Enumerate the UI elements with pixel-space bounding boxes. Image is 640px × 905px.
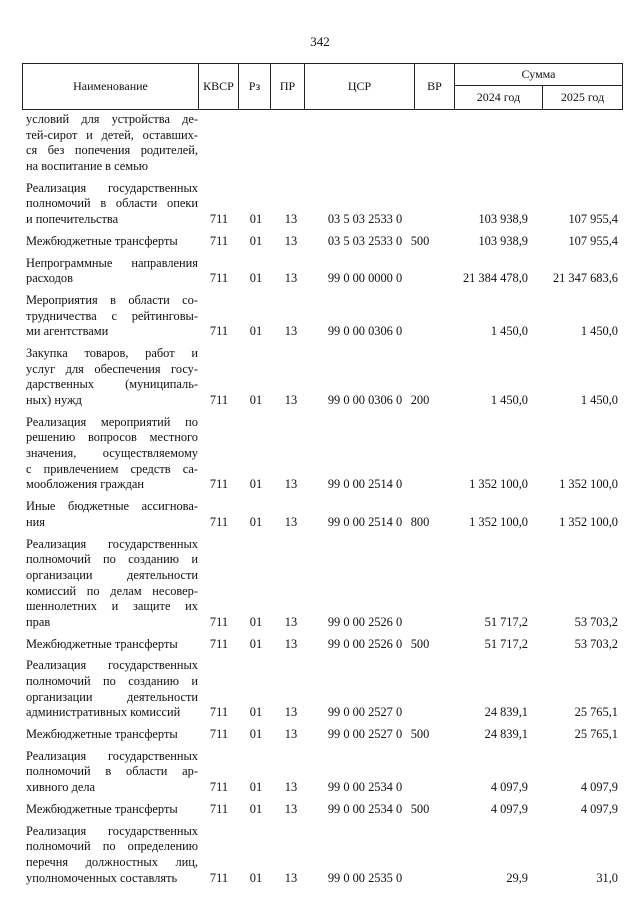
- header-pr: ПР: [271, 64, 305, 110]
- cell-sum-2025: 1 450,0: [580, 324, 618, 339]
- row-name-line: ных) нужд: [26, 393, 82, 407]
- table-row: [22, 637, 622, 653]
- row-name-line: с привлечением средств са-: [26, 461, 198, 476]
- table-row: [22, 256, 622, 287]
- cell-kvsr: 711: [209, 324, 229, 339]
- row-name-line: полномочий по определению: [26, 839, 198, 854]
- cell-csr: 99 0 00 2527 0: [327, 705, 403, 720]
- row-name-line: услуг для обеспечения госу-: [26, 361, 198, 376]
- row-name-line: Межбюджетные трансферты: [26, 636, 178, 651]
- header-year-2025: 2025 год: [543, 86, 623, 110]
- row-values: [22, 780, 622, 796]
- cell-kvsr: 711: [209, 870, 229, 885]
- cell-kvsr: 711: [209, 614, 229, 629]
- row-values: [22, 212, 622, 228]
- row-name-line: Межбюджетные трансферты: [26, 801, 178, 816]
- cell-pr: 13: [284, 614, 298, 629]
- cell-csr: 99 0 00 2535 0: [327, 870, 403, 885]
- row-name-line: расходов: [26, 271, 73, 286]
- row-name-line: организации деятельности: [26, 689, 198, 704]
- cell-csr: 03 5 03 2533 0: [327, 233, 403, 248]
- cell-rz: 01: [249, 233, 263, 248]
- cell-rz: 01: [249, 614, 263, 629]
- cell-pr: 13: [284, 393, 298, 407]
- table-row: [22, 293, 622, 340]
- cell-pr: 13: [284, 870, 298, 885]
- cell-sum-2024: 51 717,2: [484, 614, 528, 629]
- row-name-line: Реализация государственных: [26, 823, 198, 838]
- cell-csr: 99 0 00 0000 0: [327, 271, 403, 286]
- cell-kvsr: 711: [209, 393, 229, 407]
- row-name-line: комиссий по делам несовер-: [26, 583, 198, 598]
- cell-rz: 01: [249, 727, 263, 742]
- table-row: [22, 499, 622, 530]
- cell-pr: 13: [284, 801, 298, 816]
- row-name-line: полномочий по созданию и: [26, 674, 198, 688]
- table-row: [22, 802, 622, 818]
- table-row: [22, 749, 622, 796]
- row-name-line: ния: [26, 514, 45, 529]
- cell-pr: 13: [284, 324, 298, 339]
- cell-kvsr: 711: [209, 780, 229, 795]
- cell-pr: 13: [284, 705, 298, 720]
- row-values: [22, 324, 622, 340]
- row-name-line: Непрограммные направления: [26, 255, 198, 270]
- header-sum: Сумма: [455, 64, 623, 86]
- table-row: [22, 415, 622, 493]
- cell-pr: 13: [284, 271, 298, 286]
- row-name-line: Иные бюджетные ассигнова-: [26, 499, 198, 514]
- row-name-line: Реализация государственных: [26, 180, 198, 195]
- cell-rz: 01: [249, 393, 263, 407]
- cell-sum-2024: 103 938,9: [478, 233, 528, 248]
- row-name-line: Межбюджетные трансферты: [26, 727, 178, 742]
- row-values: [22, 393, 622, 409]
- header-rz: Рз: [239, 64, 271, 110]
- cell-csr: 99 0 00 2514 0: [327, 477, 403, 492]
- cell-sum-2024: 51 717,2: [484, 636, 528, 651]
- row-name-line: тей-сирот и детей, оставших-: [26, 127, 198, 142]
- table-body: [22, 112, 622, 892]
- cell-kvsr: 711: [209, 271, 229, 286]
- cell-csr: 99 0 00 0306 0: [327, 393, 403, 407]
- header-vr: ВР: [415, 64, 455, 110]
- cell-csr: 99 0 00 0306 0: [327, 324, 403, 339]
- cell-sum-2024: 29,9: [506, 870, 528, 885]
- row-name-line: мообложения граждан: [26, 477, 145, 492]
- cell-vr: 200: [410, 393, 430, 407]
- row-name-line: ся без попечения родителей,: [26, 143, 198, 158]
- row-name-line: трудничества с рейтинговы-: [26, 308, 198, 323]
- row-name-line: условий для устройства де-: [26, 112, 198, 126]
- table-row: [22, 658, 622, 721]
- cell-rz: 01: [249, 324, 263, 339]
- cell-sum-2024: 21 384 478,0: [462, 271, 528, 286]
- row-name-line: административных комиссий: [26, 705, 181, 720]
- row-name-line: и попечительства: [26, 212, 119, 227]
- row-name-line: Реализация мероприятий по: [26, 414, 198, 429]
- cell-kvsr: 711: [209, 477, 229, 492]
- cell-rz: 01: [249, 477, 263, 492]
- row-values: [22, 727, 622, 743]
- cell-vr: 500: [410, 636, 430, 651]
- cell-sum-2025: 4 097,9: [580, 801, 618, 816]
- cell-pr: 13: [284, 514, 298, 529]
- cell-sum-2025: 107 955,4: [568, 212, 618, 227]
- cell-csr: 99 0 00 2527 0: [327, 727, 403, 742]
- row-values: [22, 234, 622, 250]
- cell-rz: 01: [249, 212, 263, 227]
- row-name-line: Мероприятия в области со-: [26, 292, 198, 307]
- row-values: [22, 271, 622, 287]
- cell-sum-2025: 107 955,4: [568, 233, 618, 248]
- cell-csr: 03 5 03 2533 0: [327, 212, 403, 227]
- row-values: [22, 615, 622, 631]
- cell-vr: 500: [410, 727, 430, 742]
- cell-sum-2025: 31,0: [596, 870, 618, 885]
- header-csr: ЦСР: [305, 64, 415, 110]
- cell-sum-2025: 1 450,0: [580, 393, 618, 407]
- cell-sum-2024: 24 839,1: [484, 727, 528, 742]
- cell-pr: 13: [284, 727, 298, 742]
- row-name-line: значения, осуществляемому: [26, 446, 198, 461]
- cell-csr: 99 0 00 2534 0: [327, 780, 403, 795]
- row-values: [22, 515, 622, 531]
- table-row: [22, 824, 622, 887]
- cell-kvsr: 711: [209, 514, 229, 529]
- row-values: [22, 802, 622, 818]
- row-name-line: полномочий в области ар-: [26, 764, 198, 779]
- cell-sum-2025: 21 347 683,6: [552, 271, 618, 286]
- cell-kvsr: 711: [209, 727, 229, 742]
- cell-rz: 01: [249, 870, 263, 885]
- header-year-2024: 2024 год: [455, 86, 543, 110]
- cell-rz: 01: [249, 636, 263, 651]
- cell-sum-2025: 1 352 100,0: [559, 477, 618, 492]
- cell-kvsr: 711: [209, 705, 229, 720]
- cell-kvsr: 711: [209, 636, 229, 651]
- row-values: [22, 705, 622, 721]
- cell-pr: 13: [284, 780, 298, 795]
- cell-sum-2025: 25 765,1: [574, 705, 618, 720]
- cell-pr: 13: [284, 477, 298, 492]
- cell-sum-2024: 24 839,1: [484, 705, 528, 720]
- row-name-line: уполномоченных составлять: [26, 870, 178, 885]
- row-name-line: решению вопросов местного: [26, 430, 198, 445]
- cell-sum-2025: 25 765,1: [574, 727, 618, 742]
- row-name-line: хивного дела: [26, 780, 96, 795]
- table-row: [22, 727, 622, 743]
- row-name-line: прав: [26, 614, 51, 629]
- cell-kvsr: 711: [209, 801, 229, 816]
- cell-rz: 01: [249, 801, 263, 816]
- row-name-line: Межбюджетные трансферты: [26, 233, 178, 248]
- cell-sum-2024: 1 450,0: [490, 393, 528, 407]
- cell-sum-2024: 103 938,9: [478, 212, 528, 227]
- table-header: [22, 63, 623, 110]
- cell-vr: 500: [410, 233, 430, 248]
- page-number: 342: [310, 34, 330, 49]
- cell-vr: 500: [410, 801, 430, 816]
- row-name-line: ми агентствами: [26, 324, 109, 339]
- table-row: [22, 346, 622, 409]
- row-name-line: Реализация государственных: [26, 748, 198, 763]
- row-name-line: на воспитание в семью: [26, 159, 149, 174]
- row-name-line: шеннолетних и защите их: [26, 599, 198, 614]
- cell-sum-2024: 4 097,9: [490, 780, 528, 795]
- header-name: Наименование: [23, 64, 199, 110]
- table-row: [22, 537, 622, 631]
- cell-pr: 13: [284, 233, 298, 248]
- cell-csr: 99 0 00 2534 0: [327, 801, 403, 816]
- table-row: [22, 181, 622, 228]
- row-name-line: дарственных (муниципаль-: [26, 377, 198, 392]
- cell-sum-2025: 4 097,9: [580, 780, 618, 795]
- cell-kvsr: 711: [209, 212, 229, 227]
- cell-sum-2024: 1 352 100,0: [469, 477, 528, 492]
- cell-csr: 99 0 00 2526 0: [327, 636, 403, 651]
- row-values: [22, 477, 622, 493]
- cell-rz: 01: [249, 780, 263, 795]
- cell-sum-2025: 53 703,2: [574, 636, 618, 651]
- cell-csr: 99 0 00 2526 0: [327, 614, 403, 629]
- header-kvsr: КВСР: [199, 64, 239, 110]
- cell-sum-2024: 1 352 100,0: [469, 514, 528, 529]
- row-name-line: организации деятельности: [26, 567, 198, 582]
- cell-pr: 13: [284, 636, 298, 651]
- cell-csr: 99 0 00 2514 0: [327, 514, 403, 529]
- cell-sum-2024: 1 450,0: [490, 324, 528, 339]
- row-name-line: Реализация государственных: [26, 536, 198, 551]
- row-name-line: полномочий в области опеки: [26, 196, 198, 211]
- row-name-line: Реализация государственных: [26, 658, 198, 673]
- row-values: [22, 159, 622, 175]
- cell-rz: 01: [249, 705, 263, 720]
- row-name-line: полномочий по созданию и: [26, 552, 198, 567]
- cell-vr: 800: [410, 514, 430, 529]
- row-values: [22, 637, 622, 653]
- table-row: [22, 234, 622, 250]
- cell-sum-2024: 4 097,9: [490, 801, 528, 816]
- cell-kvsr: 711: [209, 233, 229, 248]
- row-name-line: перечня должностных лиц,: [26, 854, 198, 869]
- table-row: [22, 112, 622, 175]
- cell-rz: 01: [249, 271, 263, 286]
- row-name-line: Закупка товаров, работ и: [26, 345, 198, 360]
- cell-rz: 01: [249, 514, 263, 529]
- cell-sum-2025: 1 352 100,0: [559, 514, 618, 529]
- cell-pr: 13: [284, 212, 298, 227]
- cell-sum-2025: 53 703,2: [574, 614, 618, 629]
- row-values: [22, 871, 622, 887]
